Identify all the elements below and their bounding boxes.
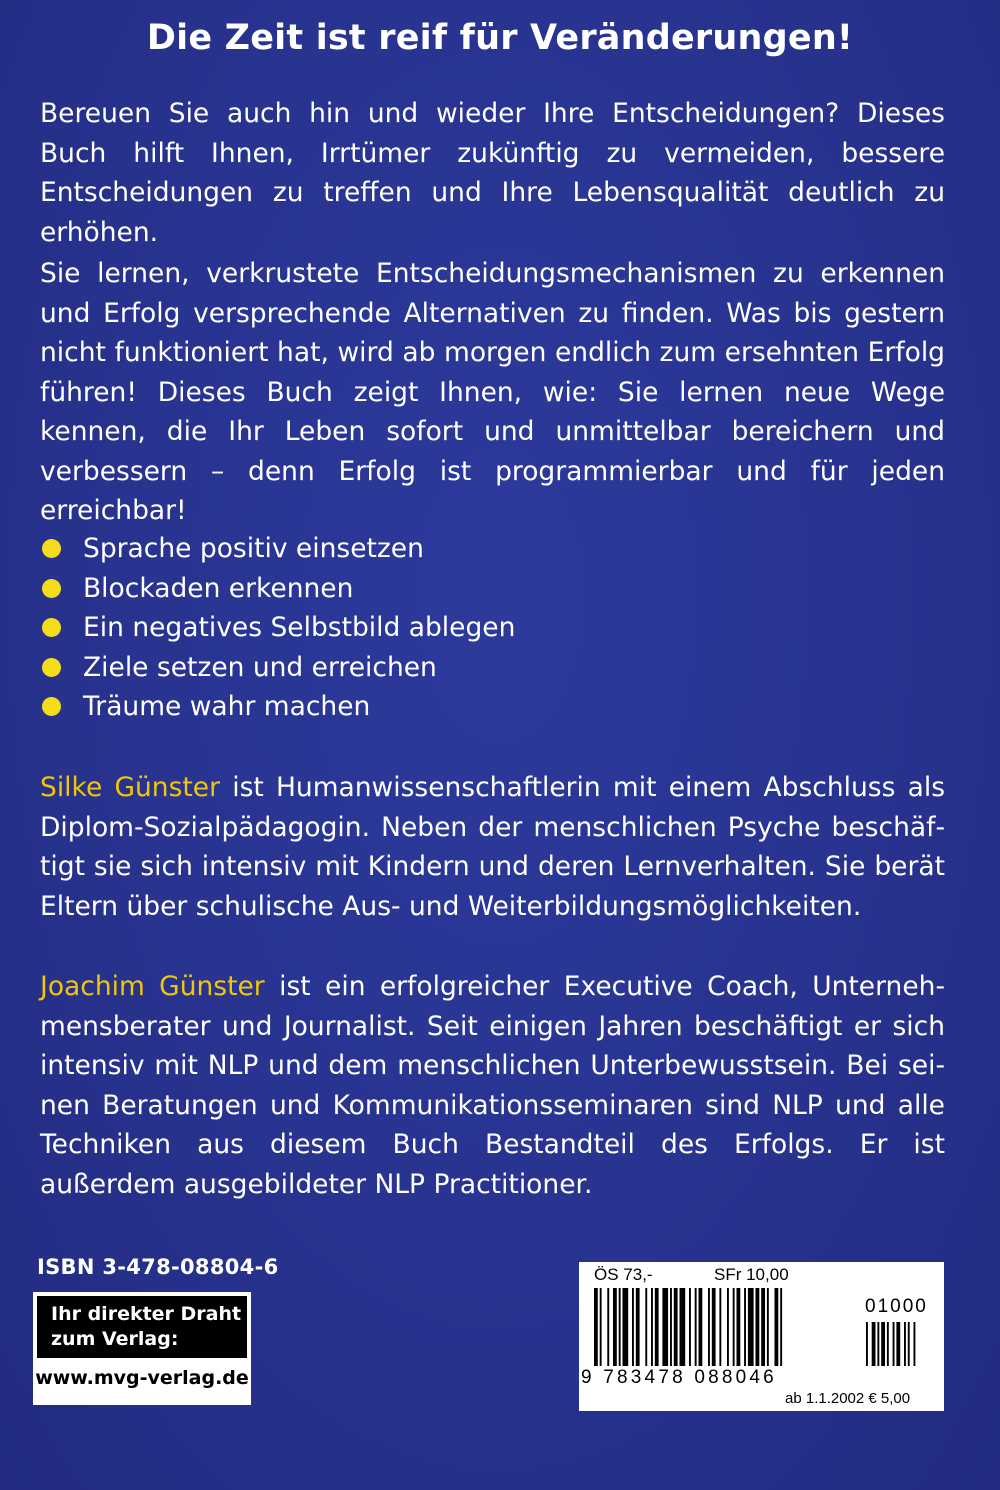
barcode-addon-bar	[908, 1322, 910, 1366]
bullet-dot-icon	[42, 658, 61, 677]
barcode-addon-bar	[881, 1322, 885, 1366]
barcode-bar	[727, 1288, 729, 1366]
barcode-bar	[636, 1288, 640, 1366]
barcode-bar	[756, 1288, 760, 1366]
author-bio-text: ist Humanwissenschaftlerin mit einem Abschluss als Diplom-Sozialpädagogin. Neben der menschlichen Psyche beschäftigt sie sich intensiv mit Kindern und deren Lernverhalten. Sie berät Eltern über schulische Aus- und Weiterbildungsmöglichkeiten.	[40, 772, 946, 922]
bullet-dot-icon	[42, 618, 61, 637]
author-name: Joachim Günster	[40, 971, 265, 1002]
barcode-addon-bar	[877, 1322, 879, 1366]
barcode-bar	[662, 1288, 668, 1366]
bullet-dot-icon	[42, 697, 61, 716]
barcode-addon-bar	[893, 1322, 895, 1366]
barcode-bar	[744, 1288, 746, 1366]
list-item-label: Träume wahr machen	[83, 691, 371, 722]
price-austria: ÖS 73,-	[594, 1265, 653, 1284]
list-item-label: Sprache positiv einsetzen	[83, 533, 424, 564]
publisher-box	[33, 1292, 251, 1405]
barcode-bar	[780, 1288, 782, 1366]
list-item-label: Ein negatives Selbstbild ablegen	[83, 612, 516, 643]
publisher-tagline-line1: Ihr direkter Draht	[51, 1303, 242, 1325]
barcode-bar	[699, 1288, 703, 1366]
bullet-dot-icon	[42, 539, 61, 558]
barcode-bar	[623, 1288, 629, 1366]
barcode-label	[579, 1262, 944, 1411]
list-item-label: Ziele setzen und erreichen	[83, 651, 437, 683]
isbn-label: ISBN 3-478-08804-6	[37, 1255, 279, 1279]
barcode-bar	[748, 1288, 754, 1366]
barcode-bar	[767, 1288, 769, 1366]
barcode-bar	[613, 1288, 617, 1366]
publisher-url: www.mvg-verlag.de	[35, 1367, 249, 1389]
list-item	[40, 529, 515, 569]
barcode-bar	[775, 1288, 779, 1366]
barcode-addon-bar	[904, 1322, 906, 1366]
barcode-bar	[695, 1288, 697, 1366]
list-item	[40, 569, 515, 609]
barcode-bar	[737, 1288, 741, 1366]
barcode-bar	[651, 1288, 653, 1366]
publisher-tagline	[37, 1296, 247, 1358]
intro-paragraph: Bereuen Sie auch hin und wieder Ihre Entscheidungen? Dieses Buch hilft Ihnen, Irrtümer zukünftig zu vermeiden, bessere Entscheidungen zu treffen und Ihre Lebensqualität deutlich zu erhöhen.	[40, 98, 945, 248]
barcode-bar	[632, 1288, 634, 1366]
barcode-bar	[708, 1288, 710, 1366]
author-name: Silke Günster	[40, 772, 220, 803]
list-item-label: Blockaden erkennen	[83, 572, 354, 604]
benefit-list	[40, 529, 515, 727]
barcode-bar	[594, 1288, 598, 1366]
author-bio-text: ist ein erfolgreicher Executive Coach, Unternehmensberater und Journalist. Seit einigen Jahren beschäftigt er sich intensiv mit NLP und dem menschlichen Unterbewusstsein. Bei seinen Beratungen und Kommunikationsseminaren sind NLP und alle Techniken aus diesem Buch Bestandteil des Erfolgs. Er ist außerdem ausgebildeter NLP Practitioner.	[40, 971, 945, 1200]
learn-paragraph: Sie lernen, verkrustete Entscheidungsmechanismen zu erkennen und Erfolg versprechende Alternativen zu finden. Was bis gestern nicht funktioniert hat, wird ab morgen endlich zum ersehnten Erfolg führen! Dieses Buch zeigt Ihnen, wie: Sie lernen neue Wege kennen, die Ihr Leben sofort und unmittelbar bereichern und verbessern – denn Erfolg ist programmierbar und für jeden erreichbar!	[40, 258, 945, 526]
price-switzerland: SFr 10,00	[714, 1265, 789, 1284]
barcode-bar	[655, 1288, 659, 1366]
list-item	[40, 648, 515, 688]
barcode-bar	[719, 1288, 721, 1366]
bullet-dot-icon	[42, 579, 61, 598]
barcode-bar	[689, 1288, 691, 1366]
barcode-addon-bar	[887, 1322, 889, 1366]
barcode-addon-bar	[896, 1322, 900, 1366]
ean-number: 9 783478 088046	[581, 1367, 777, 1388]
barcode-bar	[607, 1288, 609, 1366]
barcode-bar	[761, 1288, 765, 1366]
barcode-bar	[733, 1288, 735, 1366]
barcode-addon-bar	[914, 1322, 916, 1366]
headline: Die Zeit ist reif für Veränderungen!	[146, 18, 854, 58]
author-bio-silke	[40, 768, 945, 926]
price-euro: ab 1.1.2002 € 5,00	[785, 1390, 911, 1407]
barcode-bar	[680, 1288, 686, 1366]
barcode-bar	[645, 1288, 647, 1366]
barcode-bar	[619, 1288, 621, 1366]
author-bio-joachim	[40, 967, 945, 1204]
list-item	[40, 608, 515, 648]
barcode-addon-bar	[866, 1322, 868, 1366]
list-item	[40, 687, 515, 727]
barcode-bar	[712, 1288, 716, 1366]
barcode-addon-number: 01000	[865, 1296, 928, 1317]
publisher-tagline-line2: zum Verlag:	[51, 1328, 179, 1350]
barcode-addon-bar	[872, 1322, 876, 1366]
barcode-bar	[674, 1288, 678, 1366]
barcode-bar	[600, 1288, 602, 1366]
barcode-bar	[670, 1288, 672, 1366]
